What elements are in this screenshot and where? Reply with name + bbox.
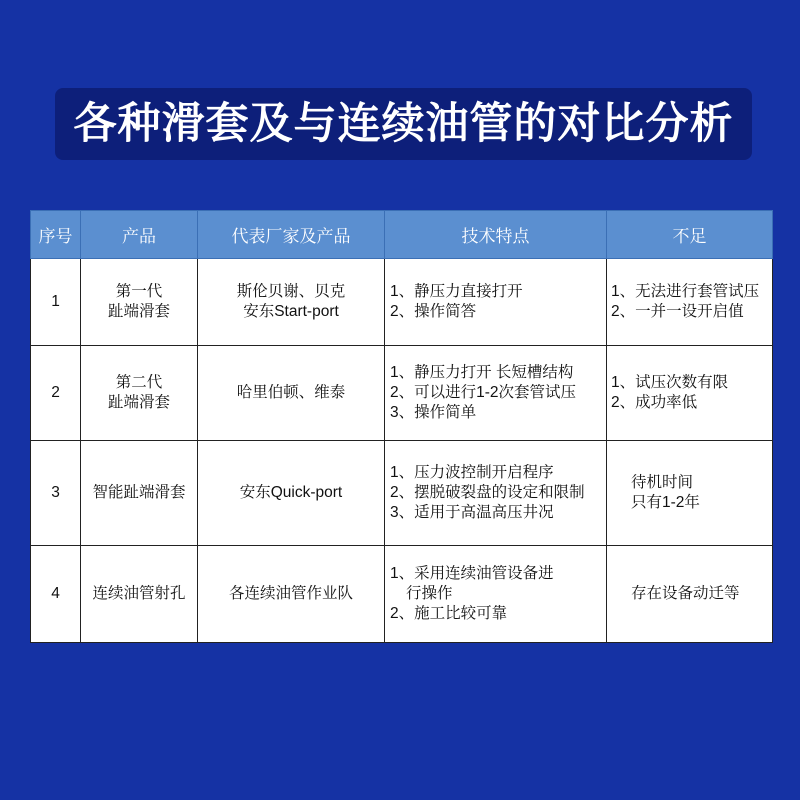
shortcoming-line: 1、试压次数有限 (611, 374, 729, 391)
product-cell (81, 441, 198, 546)
row-number: 4 (51, 585, 60, 602)
product-cell (81, 346, 198, 441)
feature-line: 2、操作简答 (390, 303, 477, 320)
table-header-row (31, 211, 773, 259)
vendor-cell (198, 346, 385, 441)
shortcoming-line: 2、成功率低 (611, 394, 698, 411)
vendor-cell (198, 259, 385, 346)
comparison-table-container (30, 210, 772, 643)
product-line: 趾端滑套 (107, 303, 170, 320)
feature-line: 行操作 (406, 585, 453, 602)
vendor-cell (198, 546, 385, 643)
vendor-line: 安东Quick-port (239, 484, 343, 501)
features-cell (385, 346, 607, 441)
shortcoming-line: 待机时间 (631, 474, 694, 491)
table-row (31, 259, 773, 346)
product-line: 智能趾端滑套 (92, 484, 186, 501)
row-number-cell (31, 259, 81, 346)
vendor-cell (198, 441, 385, 546)
feature-line: 3、操作简单 (390, 404, 477, 421)
features-cell (385, 259, 607, 346)
feature-line: 2、可以进行1-2次套管试压 (390, 384, 577, 401)
shortcomings-cell (607, 346, 773, 441)
feature-line: 1、静压力直接打开 (390, 283, 523, 300)
row-number: 3 (51, 484, 60, 501)
product-line: 趾端滑套 (107, 394, 170, 411)
features-cell (385, 441, 607, 546)
product-line: 连续油管射孔 (92, 585, 186, 602)
feature-line: 1、采用连续油管设备进 (390, 565, 554, 582)
row-number-cell (31, 441, 81, 546)
shortcoming-line: 只有1-2年 (631, 494, 700, 511)
product-cell (81, 259, 198, 346)
table-row (31, 441, 773, 546)
vendor-line: 安东Start-port (243, 303, 339, 320)
page-title: 各种滑套及与连续油管的对比分析 (73, 99, 734, 148)
row-number-cell (31, 546, 81, 643)
shortcomings-cell (607, 546, 773, 643)
feature-line: 2、摆脱破裂盘的设定和限制 (390, 484, 585, 501)
header-shortcomings: 不足 (607, 211, 773, 259)
title-banner (55, 88, 752, 160)
shortcomings-cell (607, 259, 773, 346)
product-line: 第一代 (115, 283, 163, 300)
header-vendor: 代表厂家及产品 (198, 211, 385, 259)
features-cell (385, 546, 607, 643)
header-no: 序号 (31, 211, 81, 259)
table-body (31, 259, 773, 643)
shortcoming-line: 1、无法进行套管试压 (611, 283, 760, 300)
product-cell (81, 546, 198, 643)
product-line: 第二代 (115, 374, 163, 391)
feature-line: 1、静压力打开 长短槽结构 (390, 364, 574, 381)
comparison-table (30, 210, 773, 643)
feature-line: 3、适用于高温高压井况 (390, 504, 554, 521)
vendor-line: 哈里伯顿、维泰 (236, 384, 346, 401)
row-number: 1 (51, 293, 60, 310)
feature-line: 1、压力波控制开启程序 (390, 464, 554, 481)
header-product: 产品 (81, 211, 198, 259)
shortcoming-line: 存在设备动迁等 (631, 585, 740, 602)
row-number-cell (31, 346, 81, 441)
header-features: 技术特点 (385, 211, 607, 259)
shortcoming-line: 2、一并一设开启值 (611, 303, 744, 320)
vendor-line: 各连续油管作业队 (228, 585, 353, 602)
table-row (31, 346, 773, 441)
feature-line: 2、施工比较可靠 (390, 605, 508, 622)
shortcomings-cell (607, 441, 773, 546)
vendor-line: 斯伦贝谢、贝克 (236, 283, 346, 300)
table-row (31, 546, 773, 643)
row-number: 2 (51, 384, 60, 401)
